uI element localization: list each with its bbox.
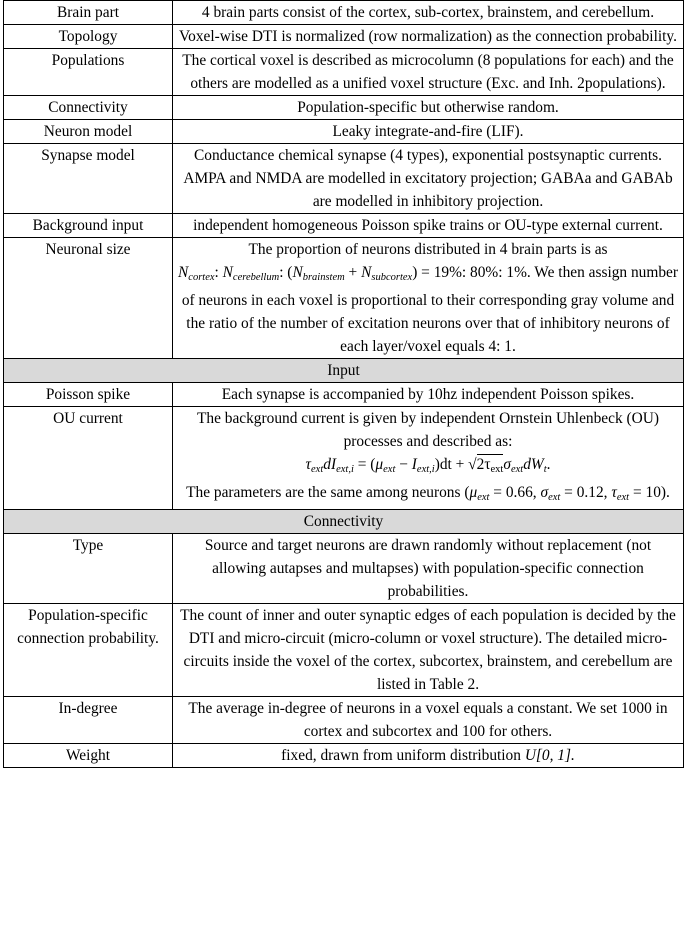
weight-text: fixed, drawn from uniform distribution bbox=[281, 747, 521, 764]
table-row bbox=[4, 697, 684, 744]
row-label: Populations bbox=[4, 49, 173, 96]
section-title-input: Input bbox=[4, 359, 684, 383]
row-description: Voxel-wise DTI is normalized (row normalization) as the connection probability. bbox=[173, 25, 684, 49]
row-label: Poisson spike bbox=[4, 383, 173, 407]
table-row bbox=[4, 214, 684, 238]
row-description: The cortical voxel is described as microcolumn (8 populations for each) and the others are modelled as a unified voxel structure (Exc. and Inh. 2populations). bbox=[173, 49, 684, 96]
ou-params-text: The parameters are the same among neurons ( bbox=[186, 484, 470, 501]
row-label: Neuron model bbox=[4, 120, 173, 144]
row-label: Population-specific connection probability. bbox=[4, 604, 173, 697]
table-row bbox=[4, 96, 684, 120]
row-label: Type bbox=[4, 534, 173, 604]
ou-description: The background current is given by independent Ornstein Uhlenbeck (OU) processes and described as: bbox=[196, 410, 659, 450]
section-header-row bbox=[4, 510, 684, 534]
row-description: The background current is given by independent Ornstein Uhlenbeck (OU) processes and described as: $\tau_{ext}dI_{ext,i} = (\mu_{ext} - I_{ext,i})dt + √2\tau_{ext}\sigma_{ext}dW_t$. The parameters are the same among neurons ($\mu_{ext} = 0.66$, $\sigma_{ext} = 0.12$, $\tau_{ext} = 10$). bbox=[173, 407, 684, 510]
row-label: Background input bbox=[4, 214, 173, 238]
neuron-ratio-formula: $N_{cortex}$: $N_{cerebellum}$: $(N_{brainstem} + N_{subcortex})$ bbox=[178, 264, 422, 283]
ou-equation: $\tau_{ext}dI_{ext,i} = (\mu_{ext} - I_{ext,i})dt + √2\tau_{ext}\sigma_{ext}dW_t$. bbox=[305, 456, 551, 475]
row-description: Conductance chemical synapse (4 types), exponential postsynaptic currents. AMPA and NMDA are modelled in excitatory projection; GABAa and GABAb are modelled in inhibitory projection. bbox=[173, 144, 684, 214]
row-description: Each synapse is accompanied by 10hz independent Poisson spikes. bbox=[173, 383, 684, 407]
table-row bbox=[4, 1, 684, 25]
row-description: independent homogeneous Poisson spike trains or OU-type external current. bbox=[173, 214, 684, 238]
row-label: Synapse model bbox=[4, 144, 173, 214]
row-description: The average in-degree of neurons in a voxel equals a constant. We set 1000 in cortex and subcortex and 100 for others. bbox=[173, 697, 684, 744]
table-row bbox=[4, 604, 684, 697]
neuron-ratio-result: = 19%: 80%: 1%. We bbox=[421, 264, 555, 281]
weight-distribution: U[0, 1]. bbox=[524, 747, 575, 764]
section-header-row bbox=[4, 359, 684, 383]
row-label: Brain part bbox=[4, 1, 173, 25]
row-description bbox=[173, 744, 684, 768]
table-row bbox=[4, 49, 684, 96]
neuronal-size-text: then assign number of neurons in each voxel is proportional to their corresponding gray volume and the ratio of the number of excitation neurons over that of inhibitory neurons of each layer/voxel equals 4: 1. bbox=[181, 264, 678, 355]
row-label: OU current bbox=[4, 407, 173, 510]
neuronal-size-intro: The proportion of neurons distributed in 4 brain parts is as bbox=[248, 241, 608, 258]
row-description: The count of inner and outer synaptic edges of each population is decided by the DTI and micro-circuit (micro-column or voxel structure). The detailed micro-circuits inside the voxel of the cortex, subcortex, brainstem, and cerebellum are listed in Table 2. bbox=[173, 604, 684, 697]
row-description: Leaky integrate-and-fire (LIF). bbox=[173, 120, 684, 144]
row-description: Source and target neurons are drawn randomly without replacement (not allowing autapses and multapses) with population-specific connection probabilities. bbox=[173, 534, 684, 604]
row-label: Neuronal size bbox=[4, 238, 173, 359]
row-label: Connectivity bbox=[4, 96, 173, 120]
row-label: Weight bbox=[4, 744, 173, 768]
table-row bbox=[4, 383, 684, 407]
row-label: Topology bbox=[4, 25, 173, 49]
model-description-table bbox=[3, 0, 684, 768]
table-row bbox=[4, 744, 684, 768]
table-row bbox=[4, 25, 684, 49]
row-description: Population-specific but otherwise random. bbox=[173, 96, 684, 120]
table-row bbox=[4, 120, 684, 144]
table-row bbox=[4, 144, 684, 214]
section-title-connectivity: Connectivity bbox=[4, 510, 684, 534]
table-row bbox=[4, 238, 684, 359]
sigma-ext-value: = 0.12, bbox=[564, 484, 608, 501]
tau-ext-value: = 10). bbox=[632, 484, 670, 501]
row-label: In-degree bbox=[4, 697, 173, 744]
table-row bbox=[4, 407, 684, 510]
row-description: 4 brain parts consist of the cortex, sub-cortex, brainstem, and cerebellum. bbox=[173, 1, 684, 25]
mu-ext-value: = 0.66, bbox=[493, 484, 537, 501]
table-row bbox=[4, 534, 684, 604]
row-description bbox=[173, 238, 684, 359]
